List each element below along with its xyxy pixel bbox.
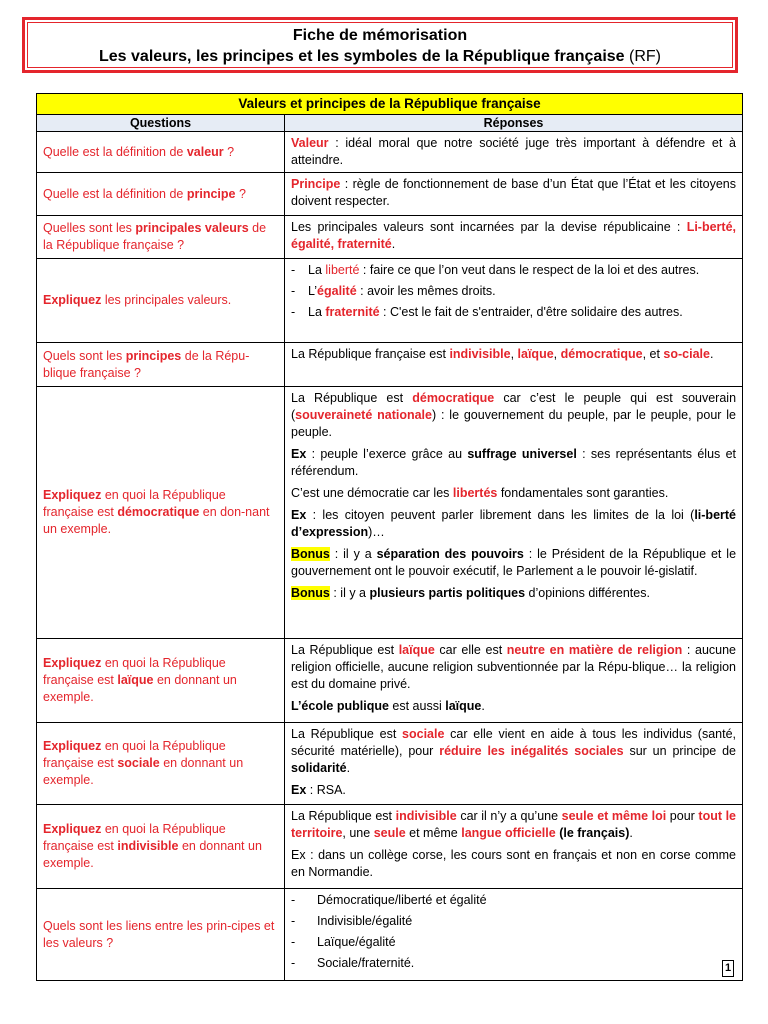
a-keyword: solidarité <box>291 761 347 775</box>
answer-cell <box>285 639 743 723</box>
a-keyword: démocratique <box>560 347 643 361</box>
a-keyword: laïque <box>517 347 554 361</box>
a-text: ) : le gouvernement du peuple, par le peuple, pour le peuple. <box>291 408 737 439</box>
question-cell <box>37 387 285 639</box>
a-text: La <box>308 305 326 319</box>
a-keyword: neutre en matière de religion <box>506 643 683 657</box>
a-keyword: sociale <box>402 727 445 741</box>
memo-table <box>36 93 743 981</box>
answer-cell <box>285 132 743 173</box>
table-row <box>37 805 743 889</box>
a-text: )… <box>368 525 385 539</box>
q-keyword: démocratique <box>117 505 200 519</box>
q-text: en donnant un exemple. <box>43 673 237 704</box>
a-keyword: Ex <box>291 783 307 797</box>
q-text: de la République française ? <box>43 221 267 252</box>
q-keyword: Expliquez <box>43 739 102 753</box>
values-list <box>291 262 736 321</box>
q-keyword: laïque <box>117 673 154 687</box>
links-list <box>291 892 736 972</box>
a-text: : idéal moral que notre société juge très important à défendre et à atteindre. <box>291 136 737 167</box>
subtitle-text: Les valeurs, les principes et les symboles de la République française <box>99 48 625 65</box>
a-text: Ex : dans un collège corse, les cours sont en français et non en corse comme en Normandie. <box>291 848 737 879</box>
paragraph <box>291 446 736 480</box>
question-cell <box>37 173 285 216</box>
question-cell <box>37 723 285 805</box>
a-keyword: laïque <box>398 643 435 657</box>
a-keyword: réduire les inégalités sociales <box>439 744 624 758</box>
answer-cell <box>285 343 743 387</box>
col-header-questions: Questions <box>37 115 285 132</box>
a-keyword: plusieurs partis politiques <box>369 586 526 600</box>
paragraph <box>291 507 736 541</box>
a-text: : RSA. <box>306 783 346 797</box>
list-item <box>291 304 736 321</box>
list-item: - Démocratique/liberté et égalité <box>291 892 736 909</box>
a-keyword: L’école publique <box>291 699 389 713</box>
table-row <box>37 343 743 387</box>
q-text: ? <box>235 186 246 201</box>
answer-cell <box>285 173 743 216</box>
a-text: : faire ce que l’on veut dans le respect de la loi et des autres. <box>359 263 700 277</box>
a-text: : ses représentants élus et référendum. <box>291 447 736 478</box>
a-text: car c’est le peuple qui est souverain ( <box>291 391 737 422</box>
document-title: Fiche de mémorisation <box>292 27 468 44</box>
question-cell <box>37 216 285 259</box>
a-text: : les citoyen peuvent parler librement dans les limites de la loi ( <box>306 508 695 522</box>
table-row <box>37 723 743 805</box>
table-row <box>37 639 743 723</box>
q-text: en quoi la République française est <box>43 822 226 853</box>
paragraph <box>291 485 736 502</box>
a-text: d’opinions différentes. <box>525 586 650 600</box>
q-text: ? <box>223 144 235 159</box>
q-text: en quoi la République française est <box>43 488 226 519</box>
a-text: . <box>709 347 714 361</box>
q-text: Quelle est la définition de <box>43 186 187 201</box>
bonus-label: Bonus <box>291 547 330 561</box>
table-row <box>37 216 743 259</box>
a-text: : avoir les mêmes droits. <box>356 284 496 298</box>
paragraph <box>291 585 736 602</box>
a-keyword: suffrage universel <box>467 447 577 461</box>
answer-cell <box>285 889 743 981</box>
a-text: C’est une démocratie car les <box>291 486 453 500</box>
table-title: Valeurs et principes de la République française <box>37 94 743 115</box>
list-item <box>291 283 736 300</box>
a-text: La République est <box>291 643 399 657</box>
paragraph <box>291 546 736 580</box>
title-box <box>22 17 738 73</box>
a-keyword: Ex <box>291 508 307 522</box>
a-text: La République est <box>291 727 403 741</box>
table-row <box>37 259 743 343</box>
q-text: Quels sont les liens entre les prin-cipes et les valeurs ? <box>43 918 275 950</box>
list-item: - Sociale/fraternité. <box>291 955 736 972</box>
q-text: Quels sont les <box>43 348 126 363</box>
table-row <box>37 132 743 173</box>
a-text: pour <box>666 809 699 823</box>
q-text: en don-nant un exemple. <box>43 505 270 536</box>
q-text: de la Répu-blique française ? <box>43 348 250 380</box>
a-text: : le Président de la République et le gouvernement ont le pouvoir exécutif, le Parlement a le pouvoir lé-gislatif. <box>291 547 737 578</box>
q-text: Quelle est la définition de <box>43 144 187 159</box>
answer-cell <box>285 259 743 343</box>
a-text: car elle vient en aide à tous les individus (santé, sécurité matérielle), pour <box>291 727 737 758</box>
q-keyword: principe <box>186 186 236 201</box>
paragraph <box>291 782 736 799</box>
a-keyword: Valeur <box>291 136 329 150</box>
a-keyword: égalité <box>317 284 357 298</box>
a-keyword: laïque <box>445 699 482 713</box>
q-keyword: principales valeurs <box>135 221 249 235</box>
a-text: est aussi <box>388 699 446 713</box>
a-text: fondamentales sont garanties. <box>497 486 669 500</box>
question-cell <box>37 805 285 889</box>
paragraph <box>291 698 736 715</box>
a-text: : il y a <box>329 547 377 561</box>
q-keyword: Expliquez <box>43 488 102 502</box>
question-cell <box>37 259 285 343</box>
a-text: La <box>308 263 326 277</box>
a-text: , <box>510 347 518 361</box>
table-row <box>37 173 743 216</box>
answer-cell <box>285 723 743 805</box>
a-keyword: langue officielle <box>461 826 556 840</box>
q-text: les principales valeurs. <box>101 293 232 307</box>
a-keyword: (le français) <box>559 826 630 840</box>
a-text: , et <box>642 347 664 361</box>
a-text: : C'est le fait de s'entraider, d'être solidaire des autres. <box>379 305 683 319</box>
list-item: - Indivisible/égalité <box>291 913 736 930</box>
q-keyword: sociale <box>117 756 160 770</box>
a-keyword: Li-berté, égalité, fraternité <box>291 220 737 251</box>
q-keyword: Expliquez <box>43 656 102 670</box>
q-text: Quelles sont les <box>43 221 136 235</box>
q-keyword: Expliquez <box>43 822 102 836</box>
a-text: et même <box>405 826 462 840</box>
q-text: en donnant un exemple. <box>43 839 262 870</box>
a-text: car elle est <box>434 643 507 657</box>
a-keyword: indivisible <box>449 347 511 361</box>
a-text: , <box>553 347 561 361</box>
a-text: . <box>346 761 351 775</box>
a-text: : peuple l’exerce grâce au <box>306 447 468 461</box>
q-keyword: Expliquez <box>43 293 102 307</box>
subtitle-suffix: (RF) <box>629 48 661 65</box>
q-keyword: valeur <box>186 144 224 159</box>
a-text: La République française est <box>291 347 450 361</box>
paragraph <box>291 642 736 693</box>
question-cell <box>37 639 285 723</box>
a-keyword: liberté <box>325 263 360 277</box>
list-item <box>291 262 736 279</box>
paragraph <box>291 390 736 441</box>
list-item: - Laïque/égalité <box>291 934 736 951</box>
q-keyword: principes <box>125 348 182 363</box>
col-header-reponses: Réponses <box>285 115 743 132</box>
bonus-label: Bonus <box>291 586 330 600</box>
a-text: L’ <box>308 284 318 298</box>
question-cell <box>37 132 285 173</box>
a-keyword: libertés <box>452 486 498 500</box>
a-keyword: séparation des pouvoirs <box>376 547 524 561</box>
a-keyword: fraternité <box>325 305 380 319</box>
a-keyword: Ex <box>291 447 307 461</box>
a-keyword: Principe <box>291 177 341 191</box>
answer-cell <box>285 387 743 639</box>
a-text: Les principales valeurs sont incarnées par la devise républicaine : <box>291 220 687 234</box>
a-text: La République est <box>291 809 396 823</box>
q-text: en quoi la République française est <box>43 656 226 687</box>
a-keyword: seule <box>373 826 406 840</box>
a-keyword: so-ciale <box>663 347 710 361</box>
a-text: : aucune religion officielle, aucune religion subventionnée par la Répu-blique… la religion est du domaine privé. <box>291 643 737 691</box>
a-text: : il y a <box>329 586 370 600</box>
document-subtitle <box>25 46 735 68</box>
a-keyword: li-berté d’expression <box>291 508 737 539</box>
a-keyword: indivisible <box>395 809 457 823</box>
a-text: car il n’y a qu’une <box>456 809 562 823</box>
q-text: en quoi la République française est <box>43 739 226 770</box>
a-text: : règle de fonctionnement de base d’un État que l’État et les citoyens doivent respecter. <box>291 177 737 208</box>
q-keyword: indivisible <box>117 839 179 853</box>
a-text: sur un principe de <box>623 744 736 758</box>
a-text: , une <box>342 826 374 840</box>
a-keyword: tout le territoire <box>291 809 737 840</box>
table-row <box>37 387 743 639</box>
a-text: . <box>629 826 633 840</box>
page-number: 1 <box>722 960 734 977</box>
a-keyword: seule et même loi <box>561 809 667 823</box>
a-keyword: souveraineté nationale <box>295 408 432 422</box>
a-text: . <box>391 237 396 251</box>
q-text: en donnant un exemple. <box>43 756 244 787</box>
a-text: La République est <box>291 391 413 405</box>
answer-cell <box>285 805 743 889</box>
table-row <box>37 889 743 981</box>
paragraph <box>291 847 736 881</box>
question-cell <box>37 889 285 981</box>
paragraph <box>291 808 736 842</box>
paragraph <box>291 726 736 777</box>
question-cell <box>37 343 285 387</box>
a-keyword: démocratique <box>412 391 495 405</box>
a-text: . <box>481 699 485 713</box>
answer-cell <box>285 216 743 259</box>
